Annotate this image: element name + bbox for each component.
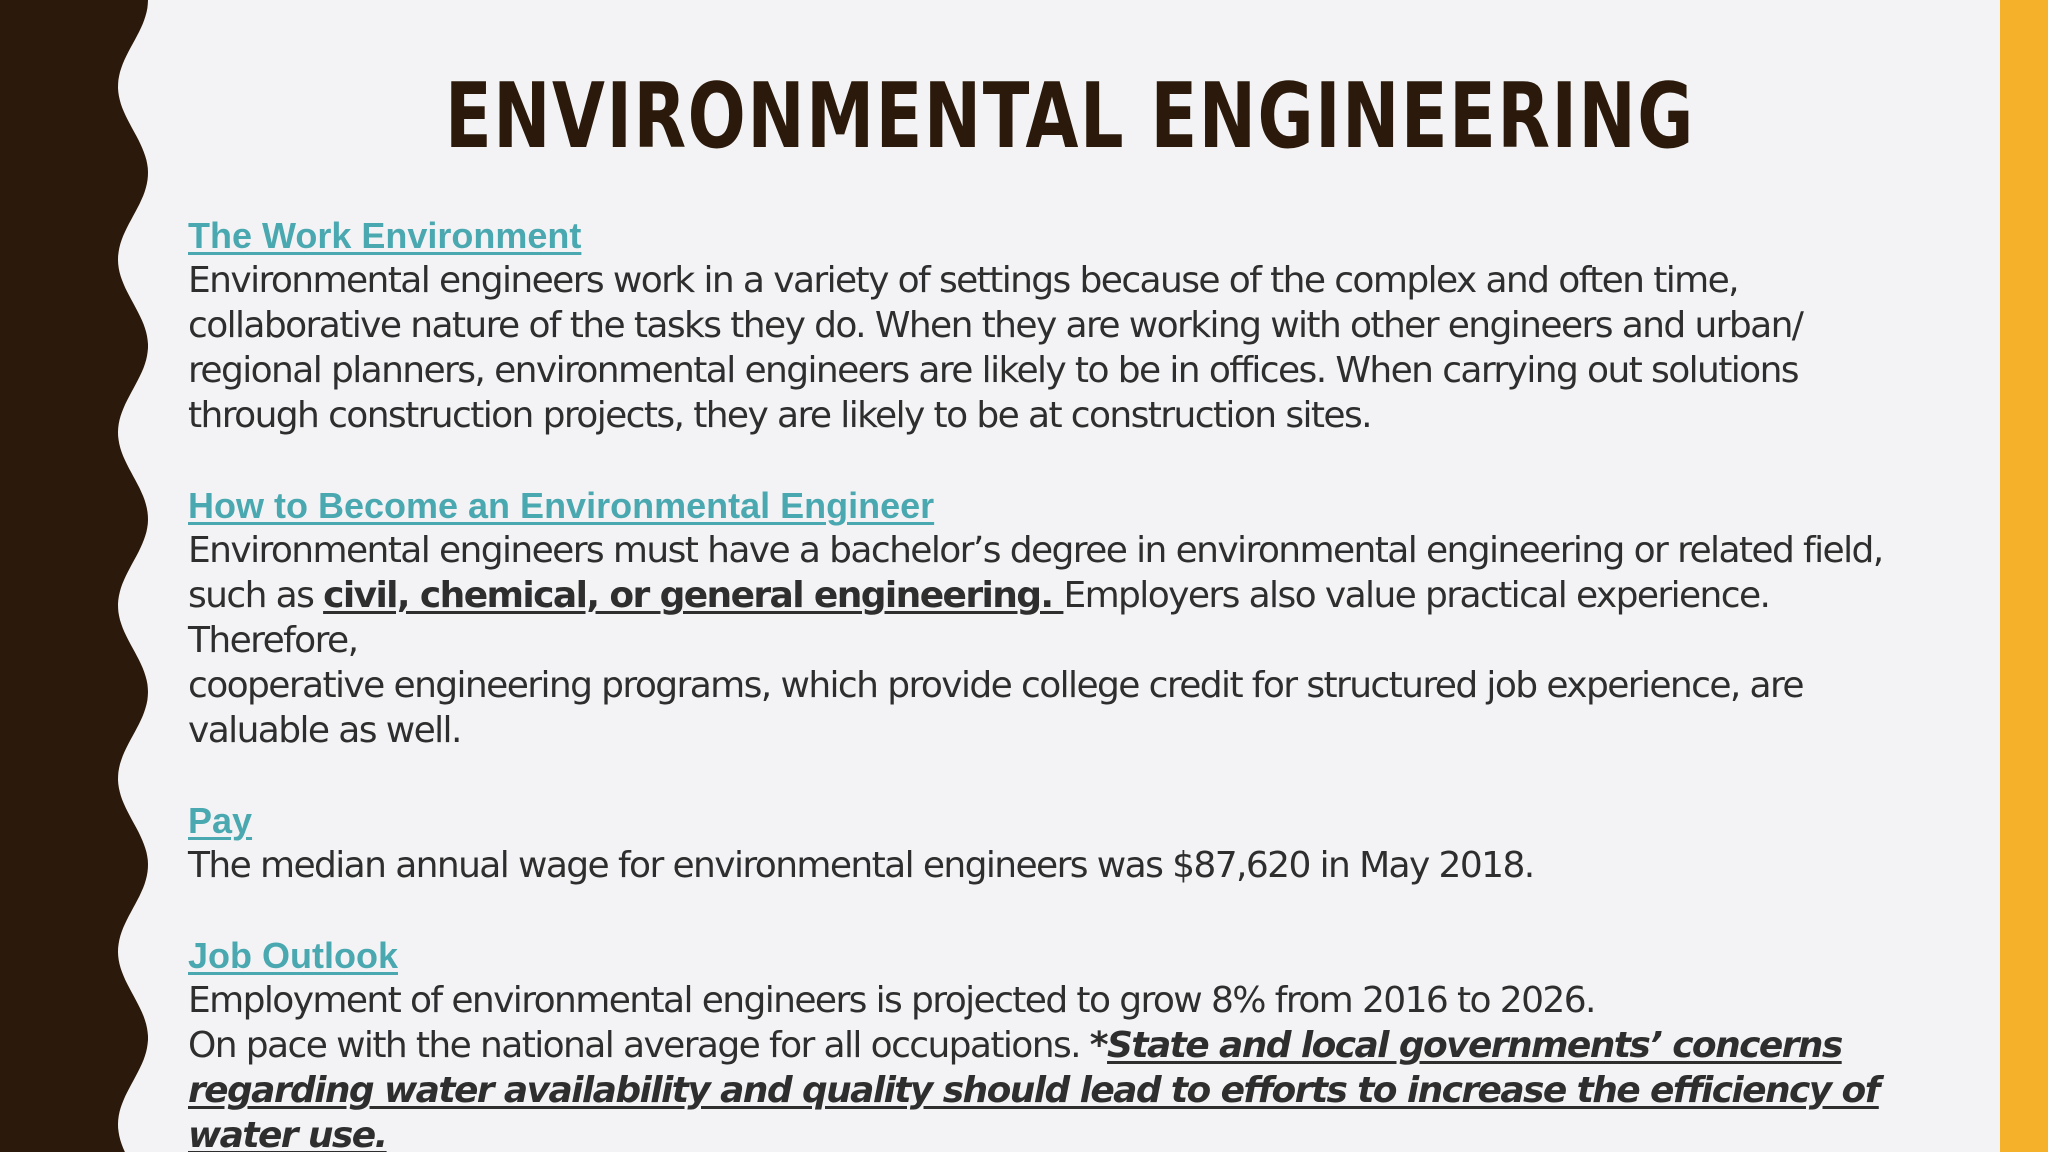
section-spacer: [188, 753, 1948, 798]
outlook-line-2: [188, 1023, 1948, 1068]
left-wave-decoration: [0, 0, 160, 1152]
heading-work-environment: The Work Environment: [188, 215, 582, 256]
slide-title: ENVIRONMENTAL ENGINEERING: [445, 64, 1695, 169]
outlook-emphasis-1: State and local governments’ concerns: [1107, 1025, 1842, 1066]
heading-job-outlook: Job Outlook: [188, 935, 398, 976]
outlook-line-3: [188, 1068, 1948, 1113]
right-accent-bar: [2000, 0, 2048, 1152]
work-environment-line-2: collaborative nature of the tasks they do. When they are working with other engineers and urban/: [188, 305, 1803, 346]
become-line-3: cooperative engineering programs, which provide college credit for structured job experience, are: [188, 665, 1803, 706]
become-degree-emphasis: civil, chemical, or general engineering.: [323, 575, 1064, 616]
section-spacer: [188, 888, 1948, 933]
become-line-1: Environmental engineers must have a bachelor’s degree in environmental engineering or related field,: [188, 530, 1883, 571]
outlook-emphasis-2: regarding water availability and quality should lead to efforts to increase the efficiency of: [188, 1070, 1879, 1111]
heading-pay: Pay: [188, 800, 253, 841]
pay-line: The median annual wage for environmental engineers was $87,620 in May 2018.: [188, 845, 1534, 886]
become-line-4: valuable as well.: [188, 710, 461, 751]
outlook-line-4: [188, 1113, 1948, 1152]
work-environment-line-3: regional planners, environmental engineers are likely to be in offices. When carrying out solutions: [188, 350, 1798, 391]
become-line-2-prefix: such as: [188, 575, 324, 616]
outlook-emphasis-3: water use.: [188, 1115, 387, 1152]
outlook-line-2-prefix: On pace with the national average for all occupations.: [188, 1025, 1090, 1066]
become-line-2: [188, 573, 1948, 663]
work-environment-line-4: through construction projects, they are likely to be at construction sites.: [188, 395, 1371, 436]
outlook-asterisk: *: [1089, 1025, 1108, 1066]
outlook-line-1: Employment of environmental engineers is projected to grow 8% from 2016 to 2026.: [188, 980, 1595, 1021]
slide-body: [188, 213, 1948, 1152]
become-line-2-suffix: Employers also value practical experience. Therefore,: [188, 575, 1770, 661]
work-environment-line-1: Environmental engineers work in a variety of settings because of the complex and often time,: [188, 260, 1738, 301]
section-spacer: [188, 438, 1948, 483]
heading-how-to-become: How to Become an Environmental Engineer: [188, 485, 935, 526]
